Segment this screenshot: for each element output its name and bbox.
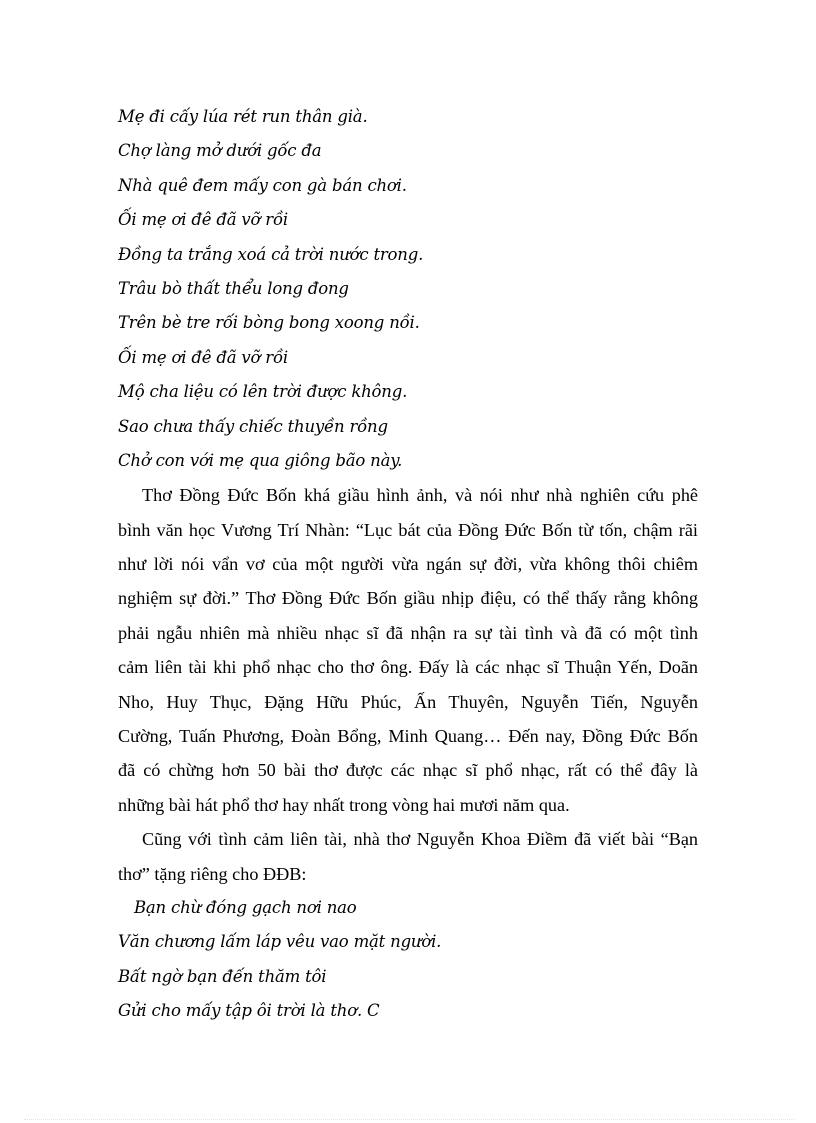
poem-line: Bất ngờ bạn đến thăm tôi xyxy=(118,966,327,986)
poem-line: Mẹ đi cấy lúa rét run thân già. xyxy=(118,107,368,126)
poem-stanza-1 xyxy=(118,100,698,478)
poem-line: Chợ làng mở dưới gốc đa xyxy=(118,141,322,161)
poem-stanza-2 xyxy=(118,891,698,1029)
poem-line: Trên bè tre rối bòng bong xoong nồi. xyxy=(118,313,420,333)
paragraph-line: thơ” tặng riêng cho ĐĐB: xyxy=(118,863,307,884)
poem-line: Chở con với mẹ qua giông bão này. xyxy=(118,450,403,470)
poem-line: Ối mẹ ơi đê đã vỡ rồi xyxy=(118,210,288,230)
poem-line: Bạn chừ đóng gạch nơi nao xyxy=(134,897,357,917)
paragraph-line: những bài hát phổ thơ hay nhất trong vòng hai mươi năm qua. xyxy=(118,794,570,815)
paragraph-line: phải ngẫu nhiên mà nhiều nhạc sĩ đã nhận ra sự tài tình và đã có một tình xyxy=(118,622,698,643)
paragraph-line: Cũng với tình cảm liên tài, nhà thơ Nguyễn Khoa Điềm đã viết bài “Bạn xyxy=(142,829,698,850)
body-paragraph-1 xyxy=(118,478,698,822)
page-bottom-rule xyxy=(24,1119,794,1120)
document-body xyxy=(118,100,698,1029)
paragraph-line: Cường, Tuấn Phương, Đoàn Bổng, Minh Quang… Đến nay, Đồng Đức Bốn xyxy=(118,726,698,747)
paragraph-line: như lời nói vẩn vơ của một người vừa ngán sự đời, vừa không thôi chiêm xyxy=(118,554,698,575)
body-paragraph-2 xyxy=(118,822,698,891)
paragraph-line: Thơ Đồng Đức Bốn khá giầu hình ảnh, và nói như nhà nghiên cứu phê xyxy=(142,485,698,506)
poem-line: Sao chưa thấy chiếc thuyền rồng xyxy=(118,416,388,436)
poem-line: Mộ cha liệu có lên trời được không. xyxy=(118,382,408,402)
poem-line: Đồng ta trắng xoá cả trời nước trong. xyxy=(118,244,424,264)
paragraph-line: đã có chừng hơn 50 bài thơ được các nhạc sĩ phổ nhạc, rất có thể đây là xyxy=(118,760,698,781)
poem-line: Gửi cho mấy tập ôi trời là thơ. C xyxy=(118,1001,380,1021)
poem-line: Trâu bò thất thểu long đong xyxy=(118,278,349,298)
paragraph-line: cảm liên tài khi phổ nhạc cho thơ ông. Đấy là các nhạc sĩ Thuận Yến, Doãn xyxy=(118,657,698,678)
poem-line: Nhà quê đem mấy con gà bán chơi. xyxy=(118,175,407,195)
paragraph-line: Nho, Huy Thục, Đặng Hữu Phúc, Ấn Thuyên, Nguyễn Tiến, Nguyễn xyxy=(118,691,698,712)
poem-line: Văn chương lấm láp vêu vao mặt người. xyxy=(118,932,442,952)
paragraph-line: nghiệm sự đời.” Thơ Đồng Đức Bốn giầu nhịp điệu, có thể thấy rằng không xyxy=(118,588,698,609)
poem-line: Ối mẹ ơi đê đã vỡ rồi xyxy=(118,347,288,367)
paragraph-line: bình văn học Vương Trí Nhàn: “Lục bát của Đồng Đức Bốn từ tốn, chậm rãi xyxy=(118,519,698,540)
